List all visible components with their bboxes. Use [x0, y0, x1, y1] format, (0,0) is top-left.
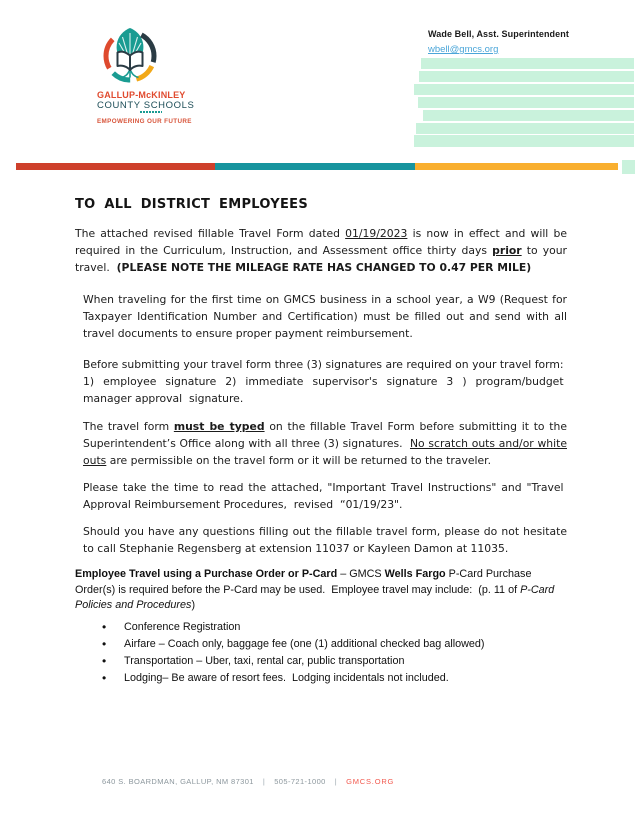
text-segment: Please take the time to read the attached, "Important Travel Instructions" and "Travel Approval Reimbursement Procedures, revised “01/19/23". [83, 481, 567, 511]
highlight-square [622, 160, 635, 174]
highlight-row [414, 84, 634, 95]
memo-paragraph [75, 523, 567, 557]
district-logo-emblem-icon [100, 26, 160, 86]
text-segment: on the fillable Travel Form before submitting it to the Superintendent’s Office along with all three (3) signatures. [83, 420, 568, 450]
highlight-row [416, 123, 634, 134]
footer-separator: | [334, 777, 338, 786]
highlight-row [418, 97, 634, 108]
footer-website-link[interactable]: GMCS.ORG [346, 777, 395, 786]
memo-paragraph [75, 567, 567, 614]
memo-heading: TO ALL DISTRICT EMPLOYEES [75, 197, 309, 212]
text-segment: (PLEASE NOTE THE MILEAGE RATE HAS CHANGED TO 0.47 PER MILE) [116, 261, 532, 274]
text-segment: Should you have any questions filling out the fillable travel form, please do not hesitate to call Stephanie Regensberg at extension 11037 or Kayleen Damon at 11035. [83, 525, 567, 555]
highlight-row [421, 58, 634, 69]
logo-tagline: EMPOWERING OUR FUTURE [97, 118, 192, 125]
memo-paragraph [75, 291, 567, 342]
text-segment: is now in effect and will be required in the Curriculum, Instruction, and Assessment office thirty days [75, 227, 567, 257]
text-segment: The travel form [83, 420, 174, 433]
highlight-row [423, 110, 634, 121]
memo-paragraph [75, 225, 567, 276]
footer-address: 640 S. BOARDMAN, GALLUP, NM 87301 [102, 777, 254, 786]
contact-email-link[interactable]: wbell@gmcs.org [428, 44, 499, 55]
text-segment: to your travel. [75, 244, 567, 274]
divider-segment-red [16, 163, 215, 170]
contact-name: Wade Bell, Asst. Superintendent [428, 29, 569, 39]
text-segment: – GMCS [337, 568, 385, 580]
contact-block [428, 29, 569, 57]
highlight-row [414, 135, 634, 146]
logo-district-name-line1: GALLUP-McKINLEY [97, 90, 186, 100]
memo-paragraphs [75, 225, 567, 614]
bullet-item: • Conference Registration [75, 619, 567, 636]
logo-divider-dashes [140, 111, 162, 113]
logo-district-name-line2: COUNTY SCHOOLS [97, 100, 195, 111]
text-segment: When traveling for the first time on GMCS business in a school year, a W9 (Request for Taxpayer Identification Number and Certification) must be filled out and send with all travel documents to ensure proper payment reimbursement. [83, 293, 567, 340]
text-segment: Employee Travel using a Purchase Order or P-Card [75, 568, 338, 580]
text-segment: P-Card Policies and Procedures [75, 583, 555, 611]
footer-separator: | [262, 777, 266, 786]
divider-bar [16, 163, 618, 170]
memo-paragraph [75, 418, 567, 469]
memo-body [75, 197, 567, 687]
text-segment: P-Card Purchase Order(s) is required before the P-Card may be used. Employee travel may include: (p. 11 of [75, 568, 532, 596]
footer-phone: 505-721-1000 [274, 777, 326, 786]
text-segment: No scratch outs and/or white outs [83, 437, 567, 467]
text-segment: are permissible on the travel form or it will be returned to the traveler. [106, 454, 492, 467]
page-footer [102, 777, 394, 786]
text-segment: Before submitting your travel form three (3) signatures are required on your travel form: 1) employee signature 2) immediate supervisor's signature 3 ) program/budget manager approval signature. [83, 358, 567, 405]
text-segment: must be typed [173, 420, 265, 433]
memo-paragraph [75, 479, 567, 513]
bullet-item: • Transportation – Uber, taxi, rental car, public transportation [75, 653, 567, 670]
highlight-row [419, 71, 634, 82]
divider-segment-teal [215, 163, 415, 170]
memo-paragraph [75, 356, 567, 407]
text-segment: The attached revised fillable Travel Form dated [75, 227, 346, 240]
bullet-item: • Airfare – Coach only, baggage fee (one (1) additional checked bag allowed) [75, 636, 567, 653]
bullet-item: • Lodging– Be aware of resort fees. Lodging incidentals not included. [75, 670, 567, 687]
bullet-list [75, 619, 567, 687]
divider-segment-yellow [415, 163, 618, 170]
open-book-icon [118, 52, 143, 70]
text-segment: prior [492, 244, 522, 257]
text-segment: ) [191, 599, 196, 611]
text-segment: 01/19/2023 [345, 227, 408, 240]
text-segment: Wells Fargo [384, 568, 446, 580]
